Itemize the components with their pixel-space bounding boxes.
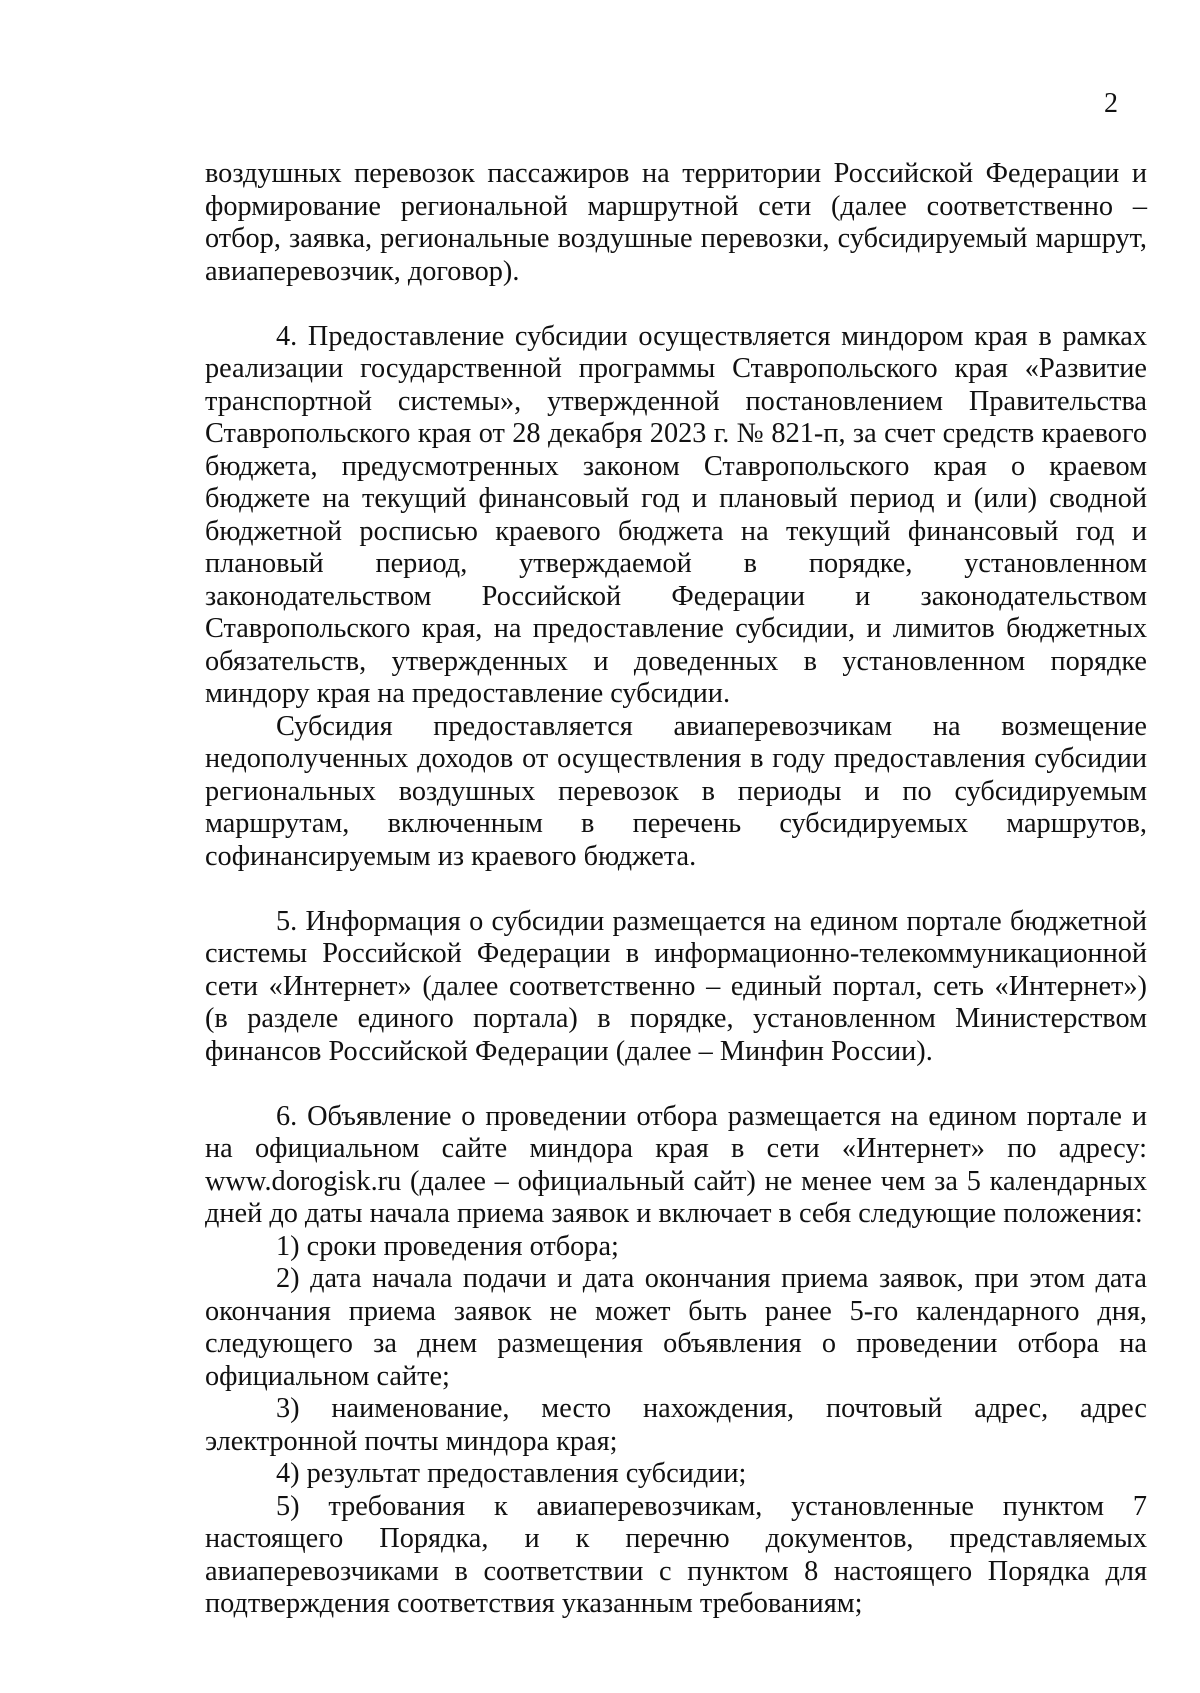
page-number: 2	[1104, 88, 1118, 119]
paragraph-item-4: 4. Предоставление субсидии осуществляется миндором края в рамках реализации государственной программы Ставропольского края «Развитие транспортной системы», утвержденной постановлением Правительства Ставропольского края от 28 декабря 2023 г. № 821-п, за счет средств краевого бюджета, предусмотренных законом Ставропольского края о краевом бюджете на текущий финансовый год и плановый период и (или) сводной бюджетной росписью краевого бюджета на текущий финансовый год и плановый период, утверждаемой в порядке, установленном законодательством Российской Федерации и законодательством Ставропольского края, на предоставление субсидии, и лимитов бюджетных обязательств, утвержденных и доведенных в установленном порядке миндору края на предоставление субсидии.	[205, 320, 1147, 709]
list-item-2: 2) дата начала подачи и дата окончания приема заявок, при этом дата окончания приема заявок не может быть ранее 5-го календарного дня, следующего за днем размещения объявления о проведении отбора на официальном сайте;	[205, 1263, 1147, 1392]
document-body	[205, 158, 1147, 1621]
paragraph-subsidy-purpose: Субсидия предоставляется авиаперевозчикам на возмещение недополученных доходов от осуществления в году предоставления субсидии региональных воздушных перевозок в периоды и по субсидируемым маршрутам, включенным в перечень субсидируемых маршрутов, софинансируемым из краевого бюджета.	[205, 710, 1147, 872]
list-item-5: 5) требования к авиаперевозчикам, установленные пунктом 7 настоящего Порядка, и к перечню документов, представляемых авиаперевозчиками в соответствии с пунктом 8 настоящего Порядка для подтверждения соответствия указанным требованиям;	[205, 1490, 1147, 1619]
list-item-1: 1) сроки проведения отбора;	[276, 1230, 619, 1262]
paragraph-item-5: 5. Информация о субсидии размещается на едином портале бюджетной системы Российской Федерации в информационно-телекоммуникационной сети «Интернет» (далее соответственно – единый портал, сеть «Интернет») (в разделе единого портала) в порядке, установленном Министерством финансов Российской Федерации (далее – Минфин России).	[205, 905, 1147, 1067]
list-item-4: 4) результат предоставления субсидии;	[276, 1458, 747, 1489]
list-item-3: 3) наименование, место нахождения, почтовый адрес, адрес электронной почты миндора края;	[205, 1393, 1147, 1457]
paragraph-continuation: воздушных перевозок пассажиров на территории Российской Федерации и формирование региональной маршрутной сети (далее соответственно – отбор, заявка, региональные воздушные перевозки, субсидируемый маршрут, авиаперевозчик, договор).	[205, 158, 1147, 287]
paragraph-item-6: 6. Объявление о проведении отбора размещается на едином портале и на официальном сайте миндора края в сети «Интернет» по адресу: www.dorogisk.ru (далее – официальный сайт) не менее чем за 5 календарных дней до даты начала приема заявок и включает в себя следующие положения:	[205, 1100, 1147, 1229]
